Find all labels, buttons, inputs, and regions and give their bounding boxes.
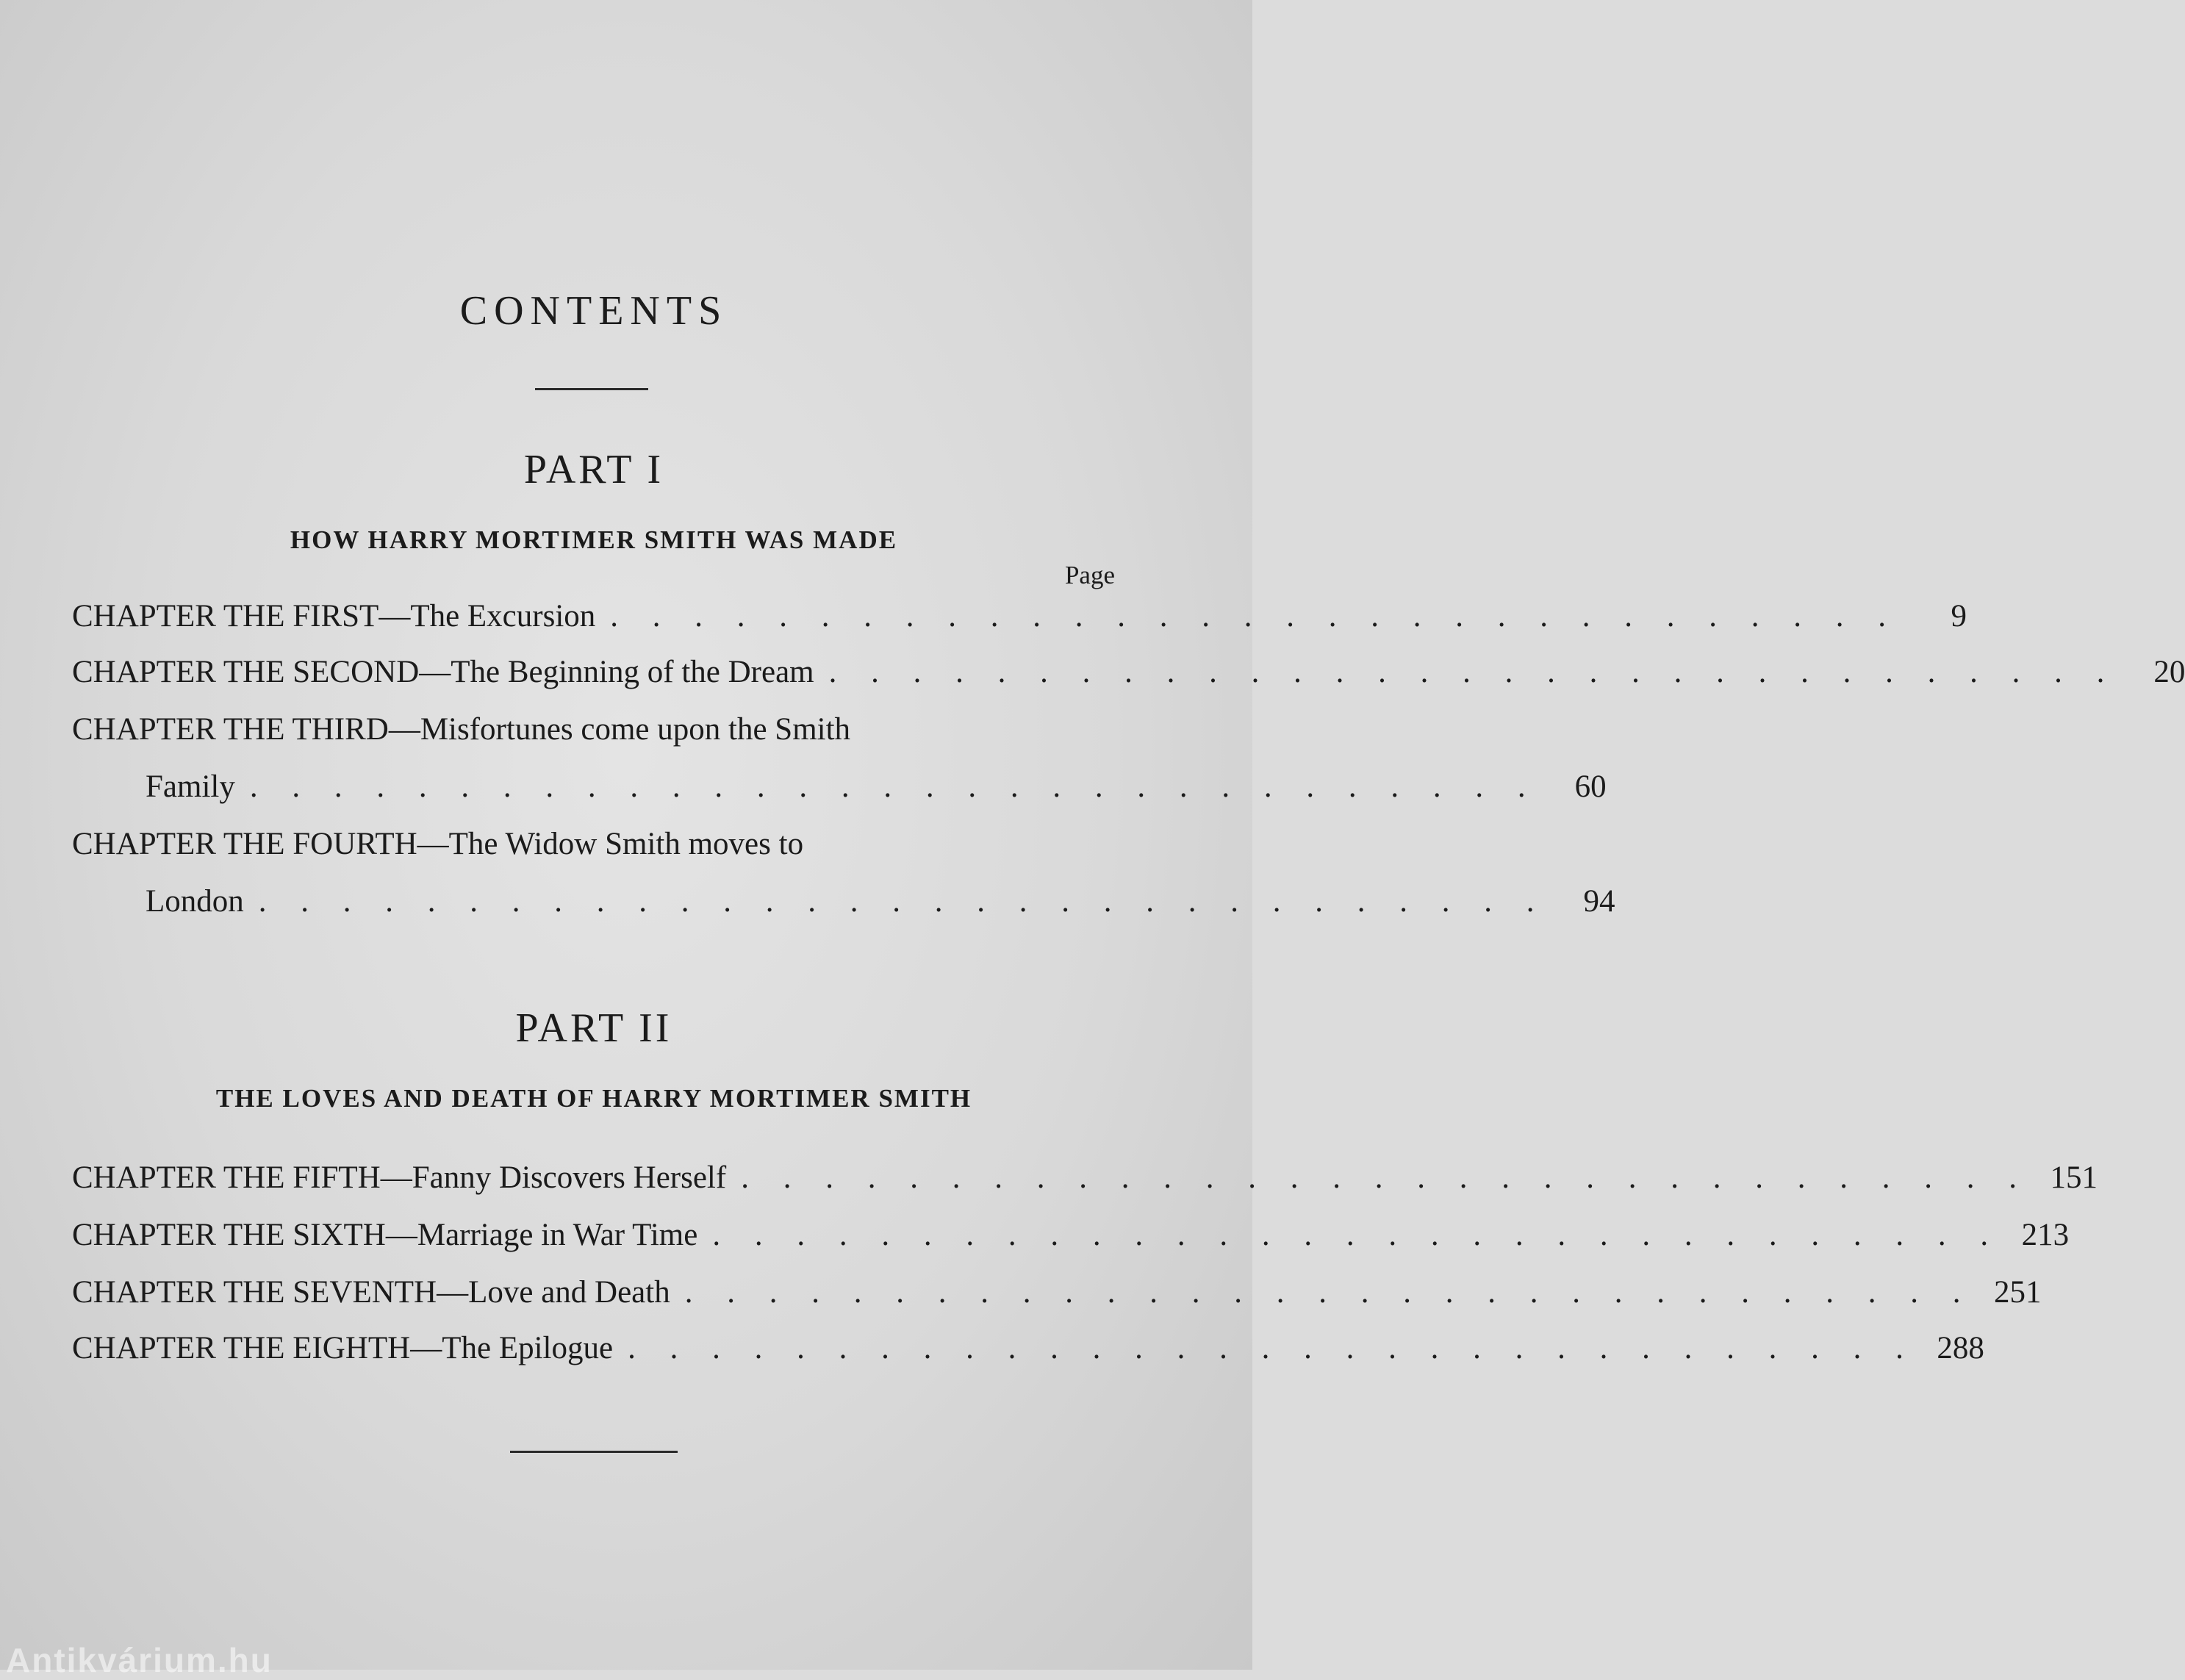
toc-entry[interactable] bbox=[72, 822, 1116, 867]
toc-entry[interactable] bbox=[72, 1155, 2098, 1201]
page-number: 251 bbox=[1993, 1275, 2042, 1310]
toc-entry[interactable] bbox=[72, 650, 2185, 695]
part-subtitle: HOW HARRY MORTIMER SMITH WAS MADE bbox=[290, 525, 898, 554]
page-column-header: Page bbox=[1064, 561, 1115, 589]
page-number: 60 bbox=[1574, 769, 1607, 804]
chapter-title: CHAPTER THE FOURTH—The Widow Smith moves to bbox=[72, 827, 804, 861]
page-number: 288 bbox=[1937, 1331, 1984, 1365]
title-rule bbox=[535, 388, 648, 390]
watermark: Antikvárium.hu bbox=[6, 1641, 273, 1679]
chapter-title-continuation: London bbox=[146, 884, 244, 919]
dot-leader: . . . . . . . . . . . . . . . . . . . . . . . . . . . . . . . bbox=[258, 884, 1548, 919]
dot-leader: . . . . . . . . . . . . . . . . . . . . . . . . . . . . . . . bbox=[741, 1160, 2030, 1195]
page-number: 9 bbox=[1951, 599, 1967, 633]
chapter-title: CHAPTER THE SECOND—The Beginning of the Dream bbox=[72, 655, 814, 689]
dot-leader: . . . . . . . . . . . . . . . . . . . . . . . . . . . . . . . bbox=[828, 655, 2118, 689]
dot-leader: . . . . . . . . . . . . . . . . . . . . . . . . . . . . . . . bbox=[628, 1331, 1917, 1365]
page-number: 151 bbox=[2050, 1160, 2098, 1195]
part-subtitle: THE LOVES AND DEATH OF HARRY MORTIMER SMITH bbox=[215, 1084, 972, 1113]
chapter-title: CHAPTER THE SIXTH—Marriage in War Time bbox=[72, 1218, 698, 1252]
closing-rule bbox=[510, 1451, 678, 1453]
chapter-title: CHAPTER THE FIRST—The Excursion bbox=[72, 599, 596, 633]
chapter-title: CHAPTER THE FIFTH—Fanny Discovers Herself bbox=[72, 1160, 727, 1195]
toc-entry[interactable] bbox=[72, 1326, 1984, 1371]
part-title: PART II bbox=[515, 1005, 672, 1051]
dot-leader: . . . . . . . . . . . . . . . . . . . . . . . . . . . . . . . bbox=[684, 1275, 1974, 1310]
page-number: 213 bbox=[2021, 1218, 2070, 1252]
chapter-title: CHAPTER THE SEVENTH—Love and Death bbox=[72, 1275, 670, 1310]
toc-entry[interactable] bbox=[72, 1270, 2042, 1315]
contents-title: CONTENTS bbox=[459, 288, 728, 334]
dot-leader: . . . . . . . . . . . . . . . . . . . . . . . . . . . . . . . bbox=[249, 769, 1539, 804]
toc-entry[interactable] bbox=[72, 707, 1116, 753]
toc-entry[interactable] bbox=[72, 594, 1967, 639]
chapter-title: CHAPTER THE EIGHTH—The Epilogue bbox=[72, 1331, 614, 1365]
page-number: 94 bbox=[1583, 884, 1615, 919]
chapter-title-continuation: Family bbox=[146, 769, 235, 804]
dot-leader: . . . . . . . . . . . . . . . . . . . . . . . . . . . . . . . bbox=[610, 599, 1900, 633]
toc-entry-continuation[interactable] bbox=[146, 879, 1615, 925]
chapter-title: CHAPTER THE THIRD—Misfortunes come upon the Smith bbox=[72, 712, 851, 747]
toc-entry[interactable] bbox=[72, 1213, 2070, 1258]
dot-leader: . . . . . . . . . . . . . . . . . . . . . . . . . . . . . . . bbox=[712, 1218, 2002, 1252]
page-number: 20 bbox=[2153, 655, 2185, 689]
toc-entry-continuation[interactable] bbox=[146, 764, 1607, 810]
part-title: PART I bbox=[523, 447, 664, 492]
